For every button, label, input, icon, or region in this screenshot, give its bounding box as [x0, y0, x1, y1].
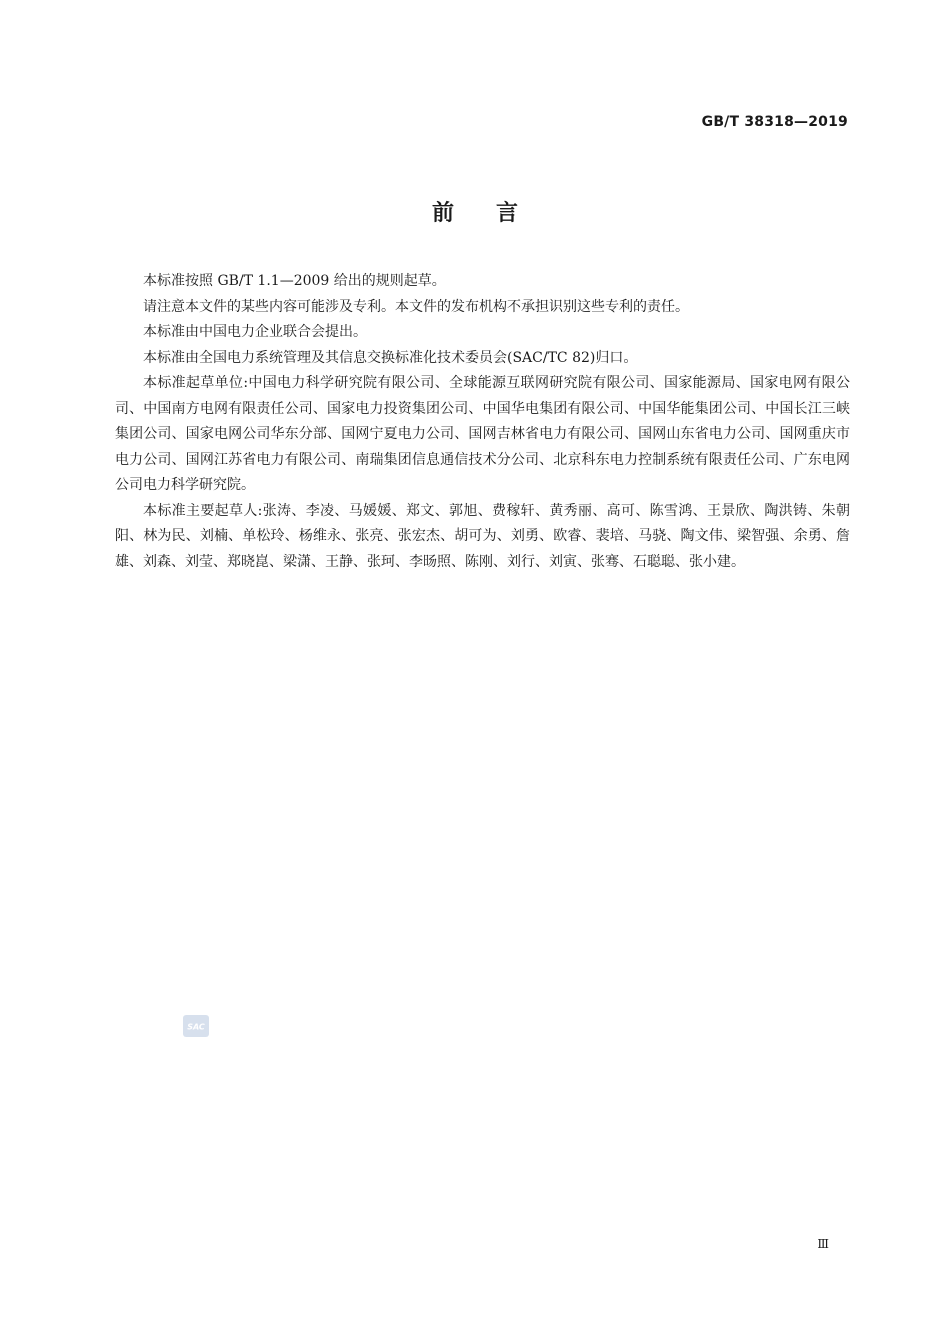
paragraph-proposer: 本标准由中国电力企业联合会提出。 — [143, 324, 367, 340]
svg-text:SAC: SAC — [187, 1022, 205, 1032]
paragraph-drafting-units: 本标准起草单位:中国电力科学研究院有限公司、全球能源互联网研究院有限公司、国家能源局、国家电网有限公司、中国南方电网有限责任公司、国家电力投资集团公司、中国华电集团有限公司、中国华能集团公司、中国长江三峡集团公司、国家电网公司华东分部、国网宁夏电力公司、国网吉林省电力有限公司、国网山东省电力公司、国网重庆市电力公司、国网江苏省电力有限公司、南瑞集团信息通信技术分公司、北京科东电力控制系统有限责任公司、广东电网公司电力科学研究院。 — [115, 375, 850, 493]
paragraph-drafters: 本标准主要起草人:张涛、李凌、马媛媛、郑文、郭旭、费稼轩、黄秀丽、高可、陈雪鸿、王景欣、陶洪铸、朱朝阳、林为民、刘楠、单松玲、杨维永、张亮、张宏杰、胡可为、刘勇、欧睿、裴培、马骁、陶文伟、梁智强、余勇、詹雄、刘森、刘莹、郑晓崑、梁潇、王静、张珂、李旸照、陈刚、刘行、刘寅、张骞、石聪聪、张小建。 — [115, 502, 850, 570]
page-title: 前言 — [431, 201, 560, 226]
paragraph-patent-notice: 请注意本文件的某些内容可能涉及专利。本文件的发布机构不承担识别这些专利的责任。 — [143, 298, 689, 315]
sac-logo-icon — [183, 1015, 209, 1037]
standard-number: GB/T 38318—2019 — [701, 114, 848, 130]
paragraph-committee: 本标准由全国电力系统管理及其信息交换标准化技术委员会(SAC/TC 82)归口。 — [143, 349, 638, 366]
paragraph-drafting-rules: 本标准按照 GB/T 1.1—2009 给出的规则起草。 — [143, 273, 446, 289]
page-number: Ⅲ — [817, 1237, 829, 1251]
document-body — [115, 269, 850, 575]
sac-watermark-logo — [183, 1015, 209, 1037]
